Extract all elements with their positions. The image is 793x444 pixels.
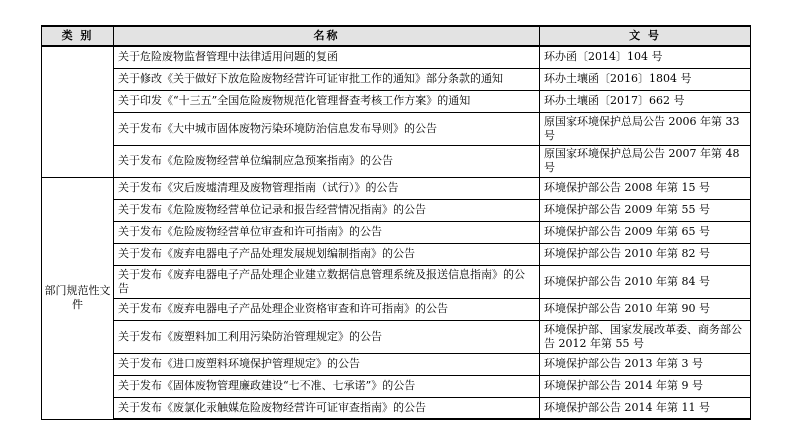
doc-name: 关于发布《废弃电器电子产品处理企业资格审查和许可指南》的公告 [114, 298, 540, 320]
doc-number: 环境保护部公告 2009 年第 55 号 [540, 199, 751, 221]
doc-name: 关于发布《危险废物经营单位编制应急预案指南》的公告 [114, 145, 540, 177]
table-row [42, 221, 751, 243]
doc-number: 环境保护部公告 2014 年第 11 号 [540, 397, 751, 419]
doc-number: 环办土壤函〔2016〕1804 号 [540, 68, 751, 90]
doc-name: 关于修改《关于做好下放危险废物经营许可证审批工作的通知》部分条款的通知 [114, 68, 540, 90]
header-doc-no: 文 号 [540, 26, 751, 46]
doc-name: 关于发布《危险废物经营单位记录和报告经营情况指南》的公告 [114, 199, 540, 221]
doc-number: 环境保护部公告 2008 年第 15 号 [540, 177, 751, 199]
header-name: 名称 [114, 26, 540, 46]
table-row [42, 243, 751, 265]
doc-number: 环境保护部公告 2010 年第 90 号 [540, 298, 751, 320]
doc-name: 关于危险废物监督管理中法律适用问题的复函 [114, 46, 540, 68]
table-row [42, 298, 751, 320]
table-row [42, 199, 751, 221]
doc-name: 关于发布《危险废物经营单位审查和许可指南》的公告 [114, 221, 540, 243]
doc-number: 环境保护部、国家发展改革委、商务部公告 2012 年第 55 号 [540, 320, 751, 353]
table-row [42, 320, 751, 353]
doc-name: 关于发布《废弃电器电子产品处理发展规划编制指南》的公告 [114, 243, 540, 265]
category-cell [42, 46, 114, 177]
table-row [42, 353, 751, 375]
doc-name: 关于发布《废塑料加工利用污染防治管理规定》的公告 [114, 320, 540, 353]
doc-number: 环境保护部公告 2014 年第 9 号 [540, 375, 751, 397]
doc-number: 环境保护部公告 2013 年第 3 号 [540, 353, 751, 375]
table-row [42, 177, 751, 199]
doc-number: 环境保护部公告 2009 年第 65 号 [540, 221, 751, 243]
doc-name: 关于发布《大中城市固体废物污染环境防治信息发布导则》的公告 [114, 112, 540, 145]
category-cell: 部门规范性文件 [42, 177, 114, 419]
doc-name: 关于发布《废氯化汞触媒危险废物经营许可证审查指南》的公告 [114, 397, 540, 419]
doc-number: 环境保护部公告 2010 年第 82 号 [540, 243, 751, 265]
doc-name: 关于发布《灾后废墟清理及废物管理指南（试行）》的公告 [114, 177, 540, 199]
doc-number: 环办函〔2014〕104 号 [540, 46, 751, 68]
table-row [42, 145, 751, 177]
table-row [42, 90, 751, 112]
doc-name: 关于发布《进口废塑料环境保护管理规定》的公告 [114, 353, 540, 375]
doc-name: 关于印发《“十三五”全国危险废物规范化管理督查考核工作方案》的通知 [114, 90, 540, 112]
regulation-table [41, 25, 751, 420]
table-header-row [42, 26, 751, 46]
doc-number: 原国家环境保护总局公告 2007 年第 48 号 [540, 145, 751, 177]
doc-name: 关于发布《废弃电器电子产品处理企业建立数据信息管理系统及报送信息指南》的公告 [114, 265, 540, 298]
table-row [42, 68, 751, 90]
table-row [42, 375, 751, 397]
doc-number: 环境保护部公告 2010 年第 84 号 [540, 265, 751, 298]
table-row [42, 265, 751, 298]
table-row [42, 397, 751, 419]
doc-number: 环办土壤函〔2017〕662 号 [540, 90, 751, 112]
header-category: 类 别 [42, 26, 114, 46]
table-row [42, 46, 751, 68]
doc-name: 关于发布《固体废物管理廉政建设“七不准、七承诺”》的公告 [114, 375, 540, 397]
doc-number: 原国家环境保护总局公告 2006 年第 33 号 [540, 112, 751, 145]
table-row [42, 112, 751, 145]
